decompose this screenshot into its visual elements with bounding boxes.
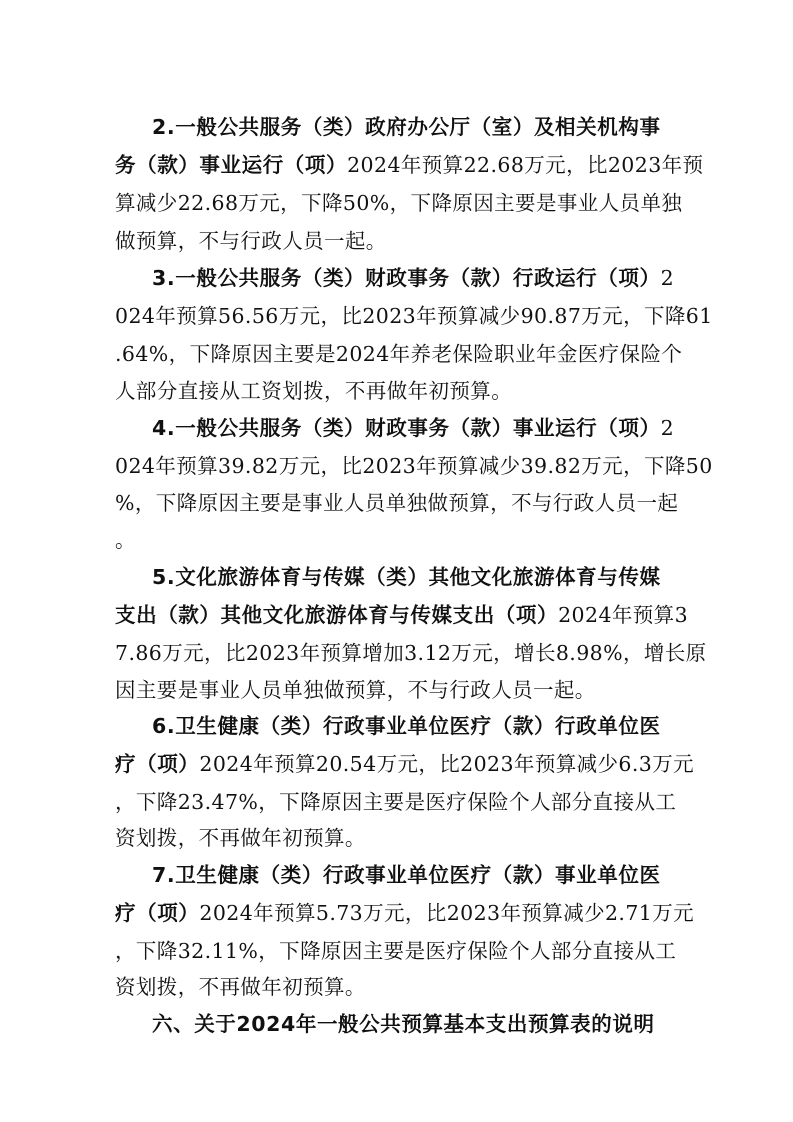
item-text: %，下降原因主要是事业人员单独做预算，不与行政人员一起 [115,491,679,515]
paragraph-line [115,189,682,217]
paragraph-line [152,414,674,442]
paragraph-line [152,113,661,141]
item-text: 2 [660,416,675,440]
paragraph-line [152,861,661,889]
paragraph-line [115,937,676,965]
item-title: 6.卫生健康（类）行政事业单位医疗（款）行政单位医 [152,714,661,738]
item-title: 疗（项） [115,752,200,776]
item-text: 2 [660,266,675,290]
paragraph-line [115,601,688,629]
paragraph-line [115,489,678,517]
paragraph-line [115,340,682,368]
item-title: 支出（款）其他文化旅游体育与传媒支出（项） [115,603,559,627]
item-text: 024年预算56.56万元，比2023年预算减少90.87万元，下降61 [115,304,713,328]
item-title: 7.卫生健康（类）行政事业单位医疗（款）事业单位医 [152,863,661,887]
item-title: 2.一般公共服务（类）政府办公厅（室）及相关机构事 [152,115,661,139]
paragraph-line [115,151,703,179]
item-text: 2024年预算20.54万元，比2023年预算减少6.3万元 [199,752,695,776]
paragraph-line [115,973,366,1001]
paragraph-line [115,302,713,330]
item-text: 资划拨，不再做年初预算。 [115,826,366,850]
item-title: 4.一般公共服务（类）财政事务（款）事业运行（项） [152,416,661,440]
item-text: 2024年预算5.73万元，比2023年预算减少2.71万元 [199,901,695,925]
paragraph-line [115,227,387,255]
paragraph-line [115,676,596,704]
paragraph-line [152,712,661,740]
item-text: 2024年预算22.68万元，比2023年预 [347,153,704,177]
item-title: 3.一般公共服务（类）财政事务（款）行政运行（项） [152,266,661,290]
paragraph-line [115,899,694,927]
item-text: 024年预算39.82万元，比2023年预算减少39.82万元，下降50 [115,454,713,478]
item-text: .64%，下降原因主要是2024年养老保险职业年金医疗保险个 [115,342,683,366]
item-text: 资划拨，不再做年初预算。 [115,975,366,999]
item-text: 因主要是事业人员单独做预算，不与行政人员一起。 [115,678,596,702]
paragraph-line [115,750,694,778]
paragraph-line [152,563,661,591]
paragraph-line [115,639,707,667]
item-title: 5.文化旅游体育与传媒（类）其他文化旅游体育与传媒 [152,565,661,589]
section-heading-text: 六、关于2024年一般公共预算基本支出预算表的说明 [152,1012,655,1036]
item-text: 做预算，不与行政人员一起。 [115,229,387,253]
item-text: ，下降32.11%，下降原因主要是医疗保险个人部分直接从工 [115,939,677,963]
section-heading [152,1010,655,1038]
paragraph-line [115,377,512,405]
paragraph-line [115,824,366,852]
item-text: 2024年预算3 [558,603,689,627]
paragraph-line [115,788,676,816]
item-text: ，下降23.47%，下降原因主要是医疗保险个人部分直接从工 [115,790,677,814]
item-text: 人部分直接从工资划拨，不再做年初预算。 [115,379,513,403]
item-text: 。 [115,528,136,552]
paragraph-line [115,452,713,480]
item-text: 算减少22.68万元，下降50%，下降原因主要是事业人员单独 [115,191,683,215]
paragraph-line [152,264,674,292]
paragraph-line [115,526,136,554]
item-title: 务（款）事业运行（项） [115,153,348,177]
item-text: 7.86万元，比2023年预算增加3.12万元，增长8.98%，增长原 [115,641,707,665]
item-title: 疗（项） [115,901,200,925]
